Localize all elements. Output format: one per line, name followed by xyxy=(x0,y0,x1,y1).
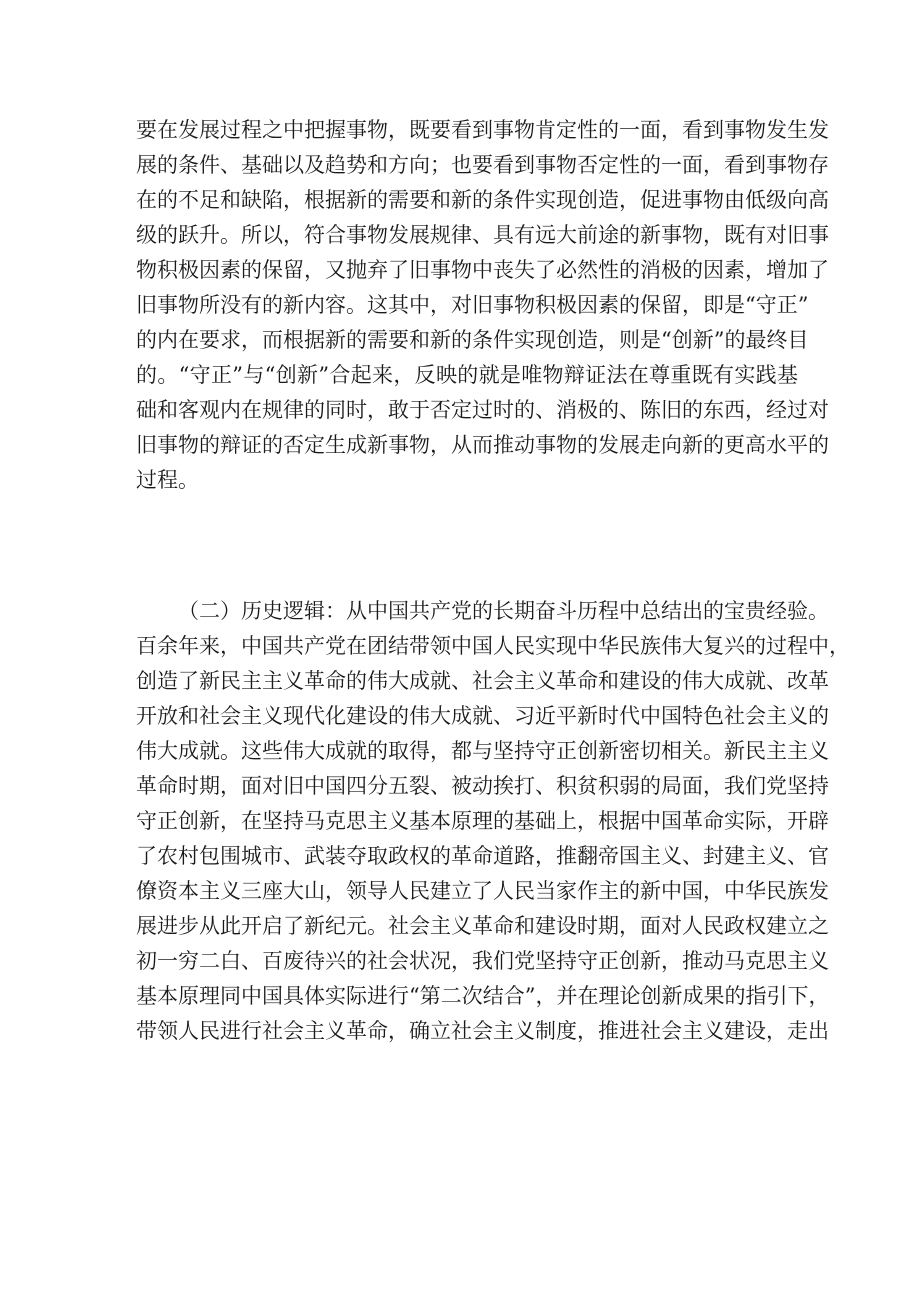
text-line: 创造了新民主主义革命的伟大成就、社会主义革命和建设的伟大成就、改革 xyxy=(136,669,829,693)
text-line: 在的不足和缺陷，根据新的需要和新的条件实现创造，促进事物由低级向高 xyxy=(136,188,829,212)
text-line: 了农村包围城市、武装夺取政权的革命道路，推翻帝国主义、封建主义、官 xyxy=(136,844,829,868)
text-line: 旧事物的辩证的否定生成新事物，从而推动事物的发展走向新的更高水平的 xyxy=(136,433,829,457)
text-line: 展的条件、基础以及趋势和方向；也要看到事物否定性的一面，看到事物存 xyxy=(136,153,829,177)
text-line: 初一穷二白、百废待兴的社会状况，我们党坚持守正创新，推动马克思主义 xyxy=(136,949,829,973)
text-line: 革命时期，面对旧中国四分五裂、被动挨打、积贫积弱的局面，我们党坚持 xyxy=(136,774,829,798)
section-two-paragraph xyxy=(136,594,850,1049)
text-line: 础和客观内在规律的同时，敢于否定过时的、消极的、陈旧的东西，经过对 xyxy=(136,398,829,422)
text-line: 展进步从此开启了新纪元。社会主义革命和建设时期，面对人民政权建立之 xyxy=(136,914,829,938)
text-line: 带领人民进行社会主义革命，确立社会主义制度，推进社会主义建设，走出 xyxy=(136,1019,829,1043)
text-line: 的。“守正”与“创新”合起来，反映的就是唯物辩证法在尊重既有实践基 xyxy=(136,363,798,387)
text-line: 基本原理同中国具体实际进行“第二次结合”，并在理论创新成果的指引下， xyxy=(136,984,830,1008)
text-line: 僚资本主义三座大山，领导人民建立了人民当家作主的新中国，中华民族发 xyxy=(136,879,829,903)
text-line: 开放和社会主义现代化建设的伟大成就、习近平新时代中国特色社会主义的 xyxy=(136,704,829,728)
text-line: 要在发展过程之中把握事物，既要看到事物肯定性的一面，看到事物发生发 xyxy=(136,118,829,142)
text-line: 物积极因素的保留，又抛弃了旧事物中丧失了必然性的消极的因素，增加了 xyxy=(136,258,829,282)
body-paragraph-continued xyxy=(136,113,829,498)
text-line: 过程。 xyxy=(136,468,199,492)
text-line: 守正创新，在坚持马克思主义基本原理的基础上，根据中国革命实际，开辟 xyxy=(136,809,829,833)
text-line: 的内在要求，而根据新的需要和新的条件实现创造，则是“创新”的最终目 xyxy=(136,328,809,352)
text-line: 级的跃升。所以，符合事物发展规律、具有远大前途的新事物，既有对旧事 xyxy=(136,223,829,247)
section-heading-line: （二）历史逻辑：从中国共产党的长期奋斗历程中总结出的宝贵经验。 xyxy=(178,599,829,623)
text-line: 旧事物所没有的新内容。这其中，对旧事物积极因素的保留，即是“守正” xyxy=(136,293,809,317)
text-line: 百余年来，中国共产党在团结带领中国人民实现中华民族伟大复兴的过程中， xyxy=(136,634,850,658)
text-line: 伟大成就。这些伟大成就的取得，都与坚持守正创新密切相关。新民主主义 xyxy=(136,739,829,763)
